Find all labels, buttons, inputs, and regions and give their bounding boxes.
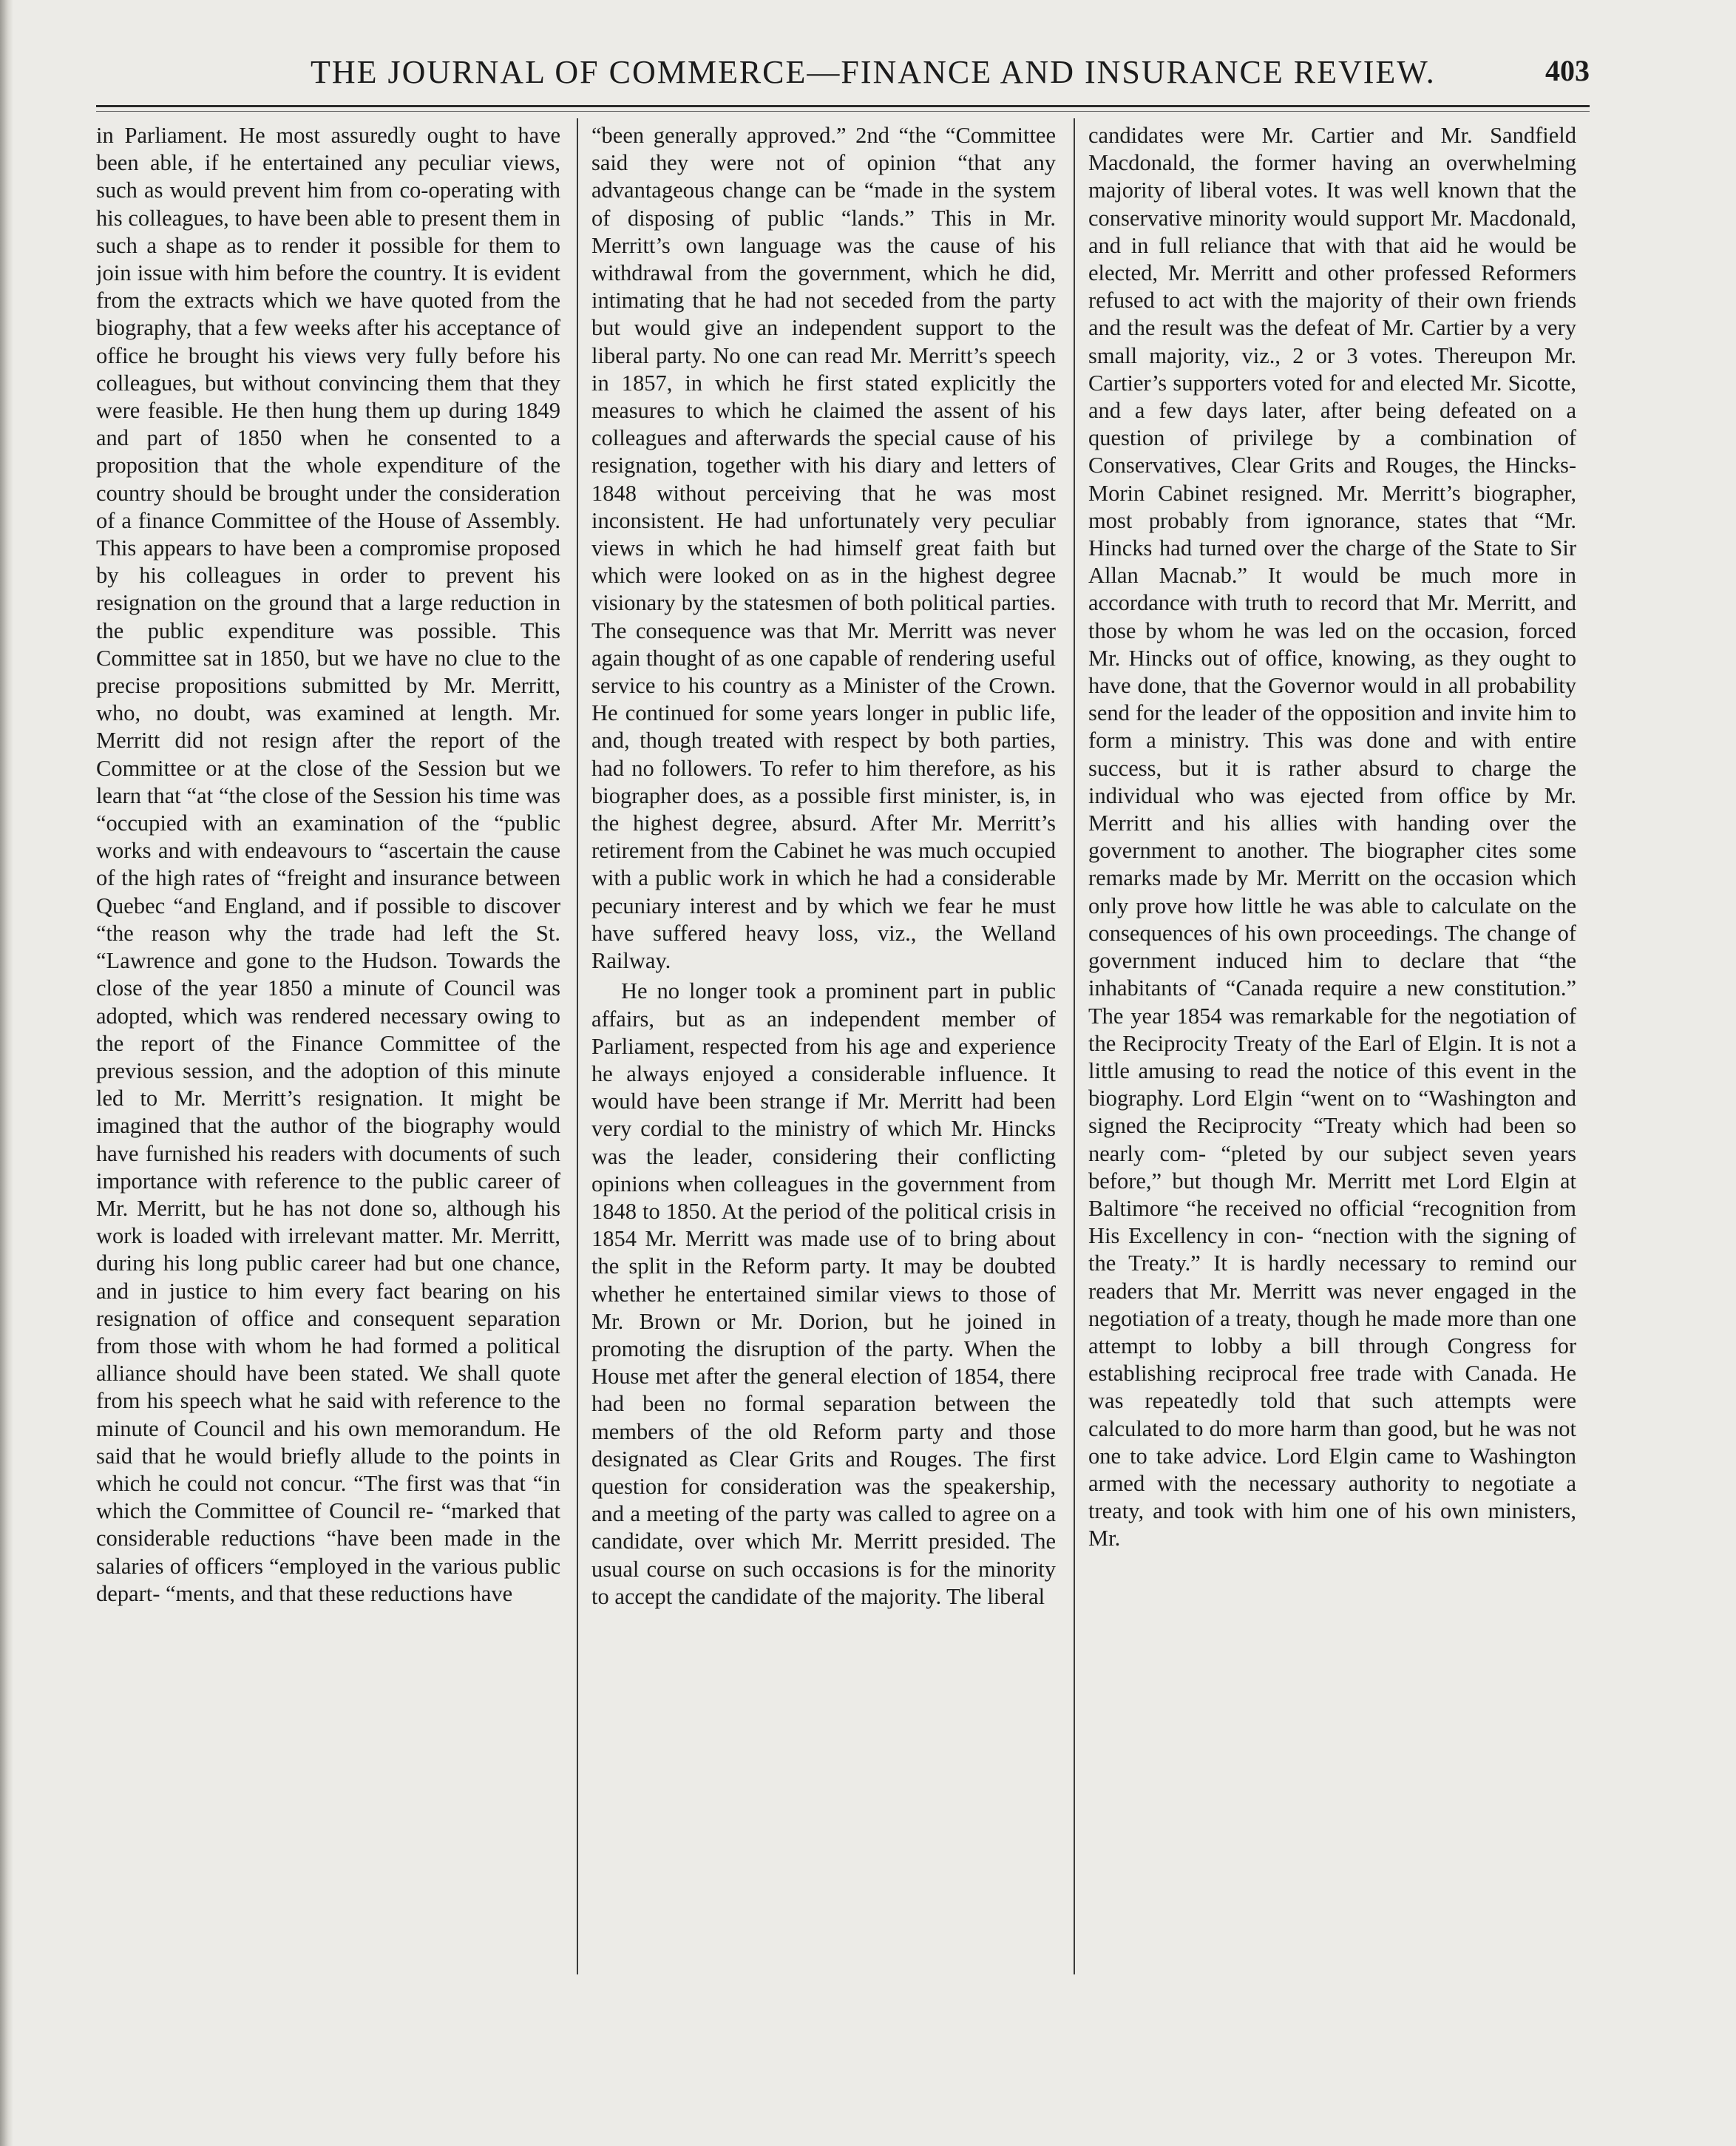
paragraph: in Parliament. He most assuredly ought to have been able, if he entertained any peculiar views, such as would prevent him from co-operating with his colleagues, to have been able to present them in such a shape as to render it possible for them to join issue with him before the country. It is evident from the extracts which we have quoted from the biography, that a few weeks after his acceptance of office he brought his views very fully before his colleagues, but without convincing them that they were feasible. He then hung them up during 1849 and part of 1850 when he consented to a proposition that the whole expenditure of the country should be brought under the consideration of a finance Committee of the House of Assembly. This appears to have been a compromise proposed by his colleagues in order to prevent his resignation on the ground that a large reduction in the public expenditure was possible. This Committee sat in 1850, but we have no clue to the precise propositions submitted by Mr. Merritt, who, no doubt, was examined at length. Mr. Merritt did not resign after the report of the Committee or at the close of the Session but we learn that “at “the close of the Session his time was “occupied with an examination of the “public works and with endeavours to “ascertain the cause of the high rates of “freight and insurance between Quebec “and England, and if possible to discover “the reason why the trade had left the St. “Lawrence and gone to the Hudson. Towards the close of the year 1850 a minute of Council was adopted, which was rendered necessary owing to the report of the Finance Committee of the previous session, and the adoption of this minute led to Mr. Merritt’s resignation. It might be imagined that the author of the biography would have furnished his readers with documents of such importance with reference to the public career of Mr. Merritt, but he has not done so, although his work is loaded with irrelevant matter. Mr. Merritt, during his long public career had but one chance, and in justice to him every fact bearing on his resignation of office and consequent separation from those with whom he had formed a political alliance should have been stated. We shall quote from his speech what he said with reference to the minute of Council and his own memorandum. He said that he would briefly allude to the points in which he could not concur. “The first was that “in which the Committee of Council re- “marked that considerable reductions “have been made in the salaries of officers “employed in the various public depart- “ments, and that these reductions have — [96, 123, 560, 1606]
header-rule-thin — [96, 111, 1590, 112]
text-column-1 — [96, 122, 560, 1986]
paragraph: candidates were Mr. Cartier and Mr. Sandfield Macdonald, the former having an overwhelming majority of liberal votes. It was well known that the conservative minority would support Mr. Macdonald, and in full reliance that with that aid he would be elected, Mr. Merritt and other professed Reformers refused to act with the majority of their own friends and the result was the defeat of Mr. Cartier by a very small majority, viz., 2 or 3 votes. Thereupon Mr. Cartier’s supporters voted for and elected Mr. Sicotte, and a few days later, after being defeated on a question of privilege by a combination of Conservatives, Clear Grits and Rouges, the Hincks-Morin Cabinet resigned. Mr. Merritt’s biographer, most probably from ignorance, states that “Mr. Hincks had turned over the charge of the State to Sir Allan Macnab.” It would be much more in accordance with truth to record that Mr. Merritt, and those by whom he was led on the occasion, forced Mr. Hincks out of office, knowing, as they ought to have done, that the Governor would in all probability send for the leader of the opposition and invite him to form a ministry. This was done and with entire success, but it is rather absurd to charge the individual who was ejected from office by Mr. Merritt and his allies with handing over the government to another. The biographer cites some remarks made by Mr. Merritt on the occasion which only prove how little he was able to calculate on the consequences of his own proceedings. The change of government induced him to declare that “the inhabitants of “Canada require a new constitution.” The year 1854 was remarkable for the negotiation of the Reciprocity Treaty of the Earl of Elgin. It is not a little amusing to read the notice of this event in the biography. Lord Elgin “went on to “Washington and signed the Reciprocity “Treaty which had been so nearly com- “pleted by our subject seven years before,” but though Mr. Merritt met Lord Elgin at Baltimore “he received no official “recognition from His Excellency in con- “nection with the signing of the Treaty.” It is hardly necessary to remind our readers that Mr. Merritt was never engaged in the negotiation of a treaty, though he made more than one attempt to lobby a bill through Congress for establishing reciprocal free trade with Canada. He was repeatedly told that such attempts were calculated to do more harm than good, but he was not one to take advice. Lord Elgin came to Washington armed with the necessary authority to negotiate a treaty, and took with him one of his own ministers, Mr. — [1088, 123, 1576, 1551]
column-divider-1 — [577, 118, 578, 1974]
text-column-3 — [1088, 122, 1576, 1986]
paragraph: He no longer took a prominent part in public affairs, but as an independent member of Parliament, respected from his age and experience he always enjoyed a considerable influence. It would have been strange if Mr. Merritt had been very cordial to the ministry of which Mr. Hincks was the leader, considering their conflicting opinions when colleagues in the government from 1848 to 1850. At the period of the political crisis in 1854 Mr. Merritt was made use of to bring about the split in the Reform party. It may be doubted whether he entertained similar views to those of Mr. Brown or Mr. Dorion, but he joined in promoting the disruption of the party. When the House met after the general election of 1854, there had been no formal separation between the members of the old Reform party and those designated as Clear Grits and Rouges. The first question for consideration was the speakership, and a meeting of the party was called to agree on a candidate, over which Mr. Merritt presided. The usual course on such occasions is for the minority to accept the candidate of the majority. The liberal — [591, 978, 1056, 1609]
paragraph: “been generally approved.” 2nd “the “Committee said they were not of opinion “that any advantageous change can be “made in the system of disposing of public “lands.” This in Mr. Merritt’s own language was the cause of his withdrawal from the government, which he did, intimating that he had not seceded from the party but would give an independent support to the liberal party. No one can read Mr. Merritt’s speech in 1857, in which he first stated explicitly the measures to which he claimed the assent of his colleagues and afterwards the special cause of his resignation, together with his diary and letters of 1848 without perceiving that he was most inconsistent. He had unfortunately very peculiar views in which he had himself great faith but which were looked on as in the highest degree visionary by the statesmen of both political parties. The consequence was that Mr. Merritt was never again thought of as one capable of rendering useful service to his country as a Minister of the Crown. He continued for some years longer in public life, and, though treated with respect by both parties, had no followers. To refer to him therefore, as his biographer does, as a possible first minister, is, in the highest degree, absurd. After Mr. Merritt’s retirement from the Cabinet he was much occupied with a public work in which he had a considerable pecuniary interest and by which we fear he must have suffered heavy loss, viz., the Welland Railway. — [591, 123, 1056, 974]
header-rule — [96, 105, 1590, 107]
column-divider-2 — [1074, 118, 1075, 1974]
page-number: 403 — [1545, 54, 1590, 87]
page-binding-edge — [0, 0, 13, 2146]
page-header — [96, 53, 1590, 98]
text-column-2 — [591, 122, 1056, 1986]
running-head: THE JOURNAL OF COMMERCE—FINANCE AND INSURANCE REVIEW. — [311, 54, 1436, 90]
